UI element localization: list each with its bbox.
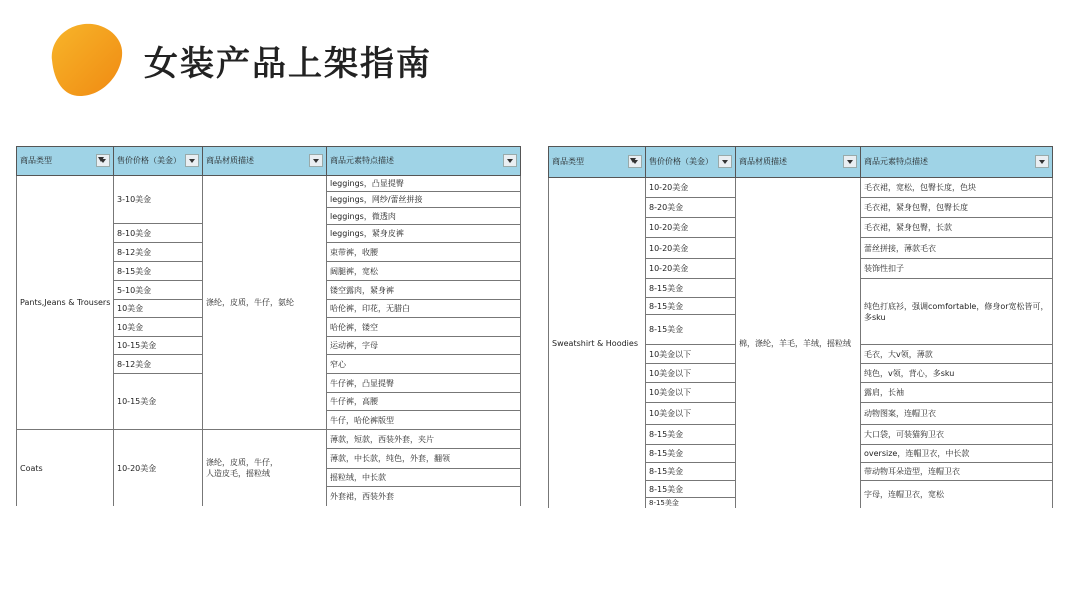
price-cell: 8-15美金 <box>646 298 735 315</box>
feature-cell: 薄款，中长款，纯色，外套，翻领 <box>327 449 520 469</box>
type-cell: Sweatshirt & Hoodies <box>552 338 638 348</box>
dropdown-icon[interactable] <box>718 155 732 168</box>
price-column <box>114 176 203 506</box>
feature-cell: 毛衣裙，宽松，包臀长度，色块 <box>861 178 1052 198</box>
dropdown-icon[interactable] <box>1035 155 1049 168</box>
price-cell: 10-15美金 <box>114 337 202 355</box>
header-price: 售价价格（美金） <box>646 147 736 177</box>
material-cell: 棉，涤纶，羊毛，羊绒，摇粒绒 <box>739 338 851 348</box>
type-column <box>548 178 646 508</box>
feature-cell: 大口袋，可装猫狗卫衣 <box>861 425 1052 445</box>
feature-cell: 牛仔裤，高腰 <box>327 393 520 411</box>
feature-cell: 牛仔，哈伦裤版型 <box>327 411 520 430</box>
price-cell: 10美金以下 <box>646 345 735 364</box>
price-cell: 8-12美金 <box>114 355 202 374</box>
material-column <box>203 176 327 506</box>
price-cell: 10-20美金 <box>117 463 157 473</box>
header-material: 商品材质描述 <box>203 147 327 175</box>
price-cell: 8-10美金 <box>114 224 202 243</box>
material-cell: 涤纶，皮质，牛仔，氨纶 <box>203 176 326 430</box>
type-cell: Coats <box>20 463 43 473</box>
price-cell: 3-10美金 <box>114 176 202 224</box>
dropdown-icon[interactable] <box>843 155 857 168</box>
feature-cell: 字母，连帽卫衣，宽松 <box>864 490 944 499</box>
price-cell: 8-12美金 <box>114 243 202 262</box>
price-cell: 8-15美金 <box>646 315 735 345</box>
price-cell: 8-15美金 <box>646 279 735 298</box>
feature-cell: 毛衣裙，紧身包臀，包臀长度 <box>861 198 1052 218</box>
feature-cell: 毛衣裙，紧身包臀，长款 <box>861 218 1052 238</box>
feature-cell: 哈伦裤，镂空 <box>327 318 520 337</box>
price-cell: 10美金 <box>114 300 202 318</box>
price-cell: 10美金 <box>114 318 202 337</box>
feature-cell: 动物图案，连帽卫衣 <box>861 403 1052 425</box>
header-price: 售价价格（美金） <box>114 147 203 175</box>
feature-cell: 阔腿裤，宽松 <box>327 262 520 281</box>
header-type: 商品类型 <box>16 147 114 175</box>
price-cell: 10-20美金 <box>646 238 735 259</box>
price-cell: 5-10美金 <box>114 281 202 300</box>
filter-dropdown-icon[interactable] <box>96 154 110 167</box>
price-cell: 10-15美金 <box>114 374 202 430</box>
feature-cell: 外套裙，西装外套 <box>330 492 394 501</box>
price-cell: 10美金以下 <box>646 403 735 425</box>
header-material: 商品材质描述 <box>736 147 861 177</box>
dropdown-icon[interactable] <box>185 154 199 167</box>
dropdown-icon[interactable] <box>503 154 517 167</box>
table-header <box>16 146 521 176</box>
feature-cell: leggings，紧身皮裤 <box>327 225 520 243</box>
header-features: 商品元素特点描述 <box>861 147 1053 177</box>
price-cell: 8-15美金 <box>646 425 735 445</box>
type-column <box>16 176 114 506</box>
feature-cell: 带动物耳朵造型，连帽卫衣 <box>861 463 1052 481</box>
feature-cell: oversize，连帽卫衣，中长款 <box>861 445 1052 463</box>
price-cell: 8-15美金 <box>646 445 735 463</box>
feature-cell: leggings，微透肉 <box>327 208 520 225</box>
feature-cell: 装饰性扣子 <box>861 259 1052 279</box>
feature-cell: 摇粒绒，中长款 <box>327 469 520 487</box>
feature-cell: 束带裤，收腰 <box>327 243 520 262</box>
feature-cell: 薄款，短款，西装外套，夹片 <box>327 430 520 449</box>
price-cell: 10-20美金 <box>646 218 735 238</box>
price-cell: 10-20美金 <box>646 178 735 198</box>
table-header <box>548 146 1053 178</box>
filter-dropdown-icon[interactable] <box>628 155 642 168</box>
feature-cell: 运动裤，字母 <box>327 337 520 355</box>
orange-blob-logo <box>44 20 128 98</box>
sweatshirt-table <box>548 146 1053 508</box>
header-features: 商品元素特点描述 <box>327 147 521 175</box>
page-title: 女装产品上架指南 <box>144 44 432 84</box>
price-cell: 8-15美金 <box>649 499 679 507</box>
header-type: 商品类型 <box>548 147 646 177</box>
features-column <box>327 176 521 506</box>
price-cell: 10-20美金 <box>646 259 735 279</box>
features-column <box>861 178 1053 508</box>
price-column <box>646 178 736 508</box>
material-column <box>736 178 861 508</box>
feature-cell: 牛仔裤，凸显提臀 <box>327 374 520 393</box>
price-cell: 8-20美金 <box>646 198 735 218</box>
dropdown-icon[interactable] <box>309 154 323 167</box>
feature-cell: 窄心 <box>327 355 520 374</box>
feature-cell: 露肩，长袖 <box>861 383 1052 403</box>
price-cell: 8-15美金 <box>114 262 202 281</box>
price-cell: 8-15美金 <box>646 463 735 481</box>
feature-cell: 纯色，v领，背心，多sku <box>861 364 1052 383</box>
material-cell: 涤纶，皮质，牛仔， 人造皮毛，摇粒绒 <box>206 458 278 478</box>
feature-cell: leggings，网纱/蕾丝拼接 <box>327 192 520 208</box>
feature-cell: leggings，凸显提臀 <box>327 176 520 192</box>
pants-coats-table <box>16 146 521 506</box>
price-cell: 10美金以下 <box>646 383 735 403</box>
feature-cell: 毛衣，大v领，薄款 <box>861 345 1052 364</box>
feature-cell: 纯色打底衫，强调comfortable，修身or宽松皆可，多sku <box>861 279 1052 345</box>
feature-cell: 蕾丝拼接，薄款毛衣 <box>861 238 1052 259</box>
feature-cell: 哈伦裤，印花，无腊白 <box>327 300 520 318</box>
price-cell: 10美金以下 <box>646 364 735 383</box>
feature-cell: 镂空露肉，紧身裤 <box>327 281 520 300</box>
type-cell: Pants,Jeans & Trousers <box>17 176 113 430</box>
price-cell: 8-15美金 <box>646 481 735 498</box>
